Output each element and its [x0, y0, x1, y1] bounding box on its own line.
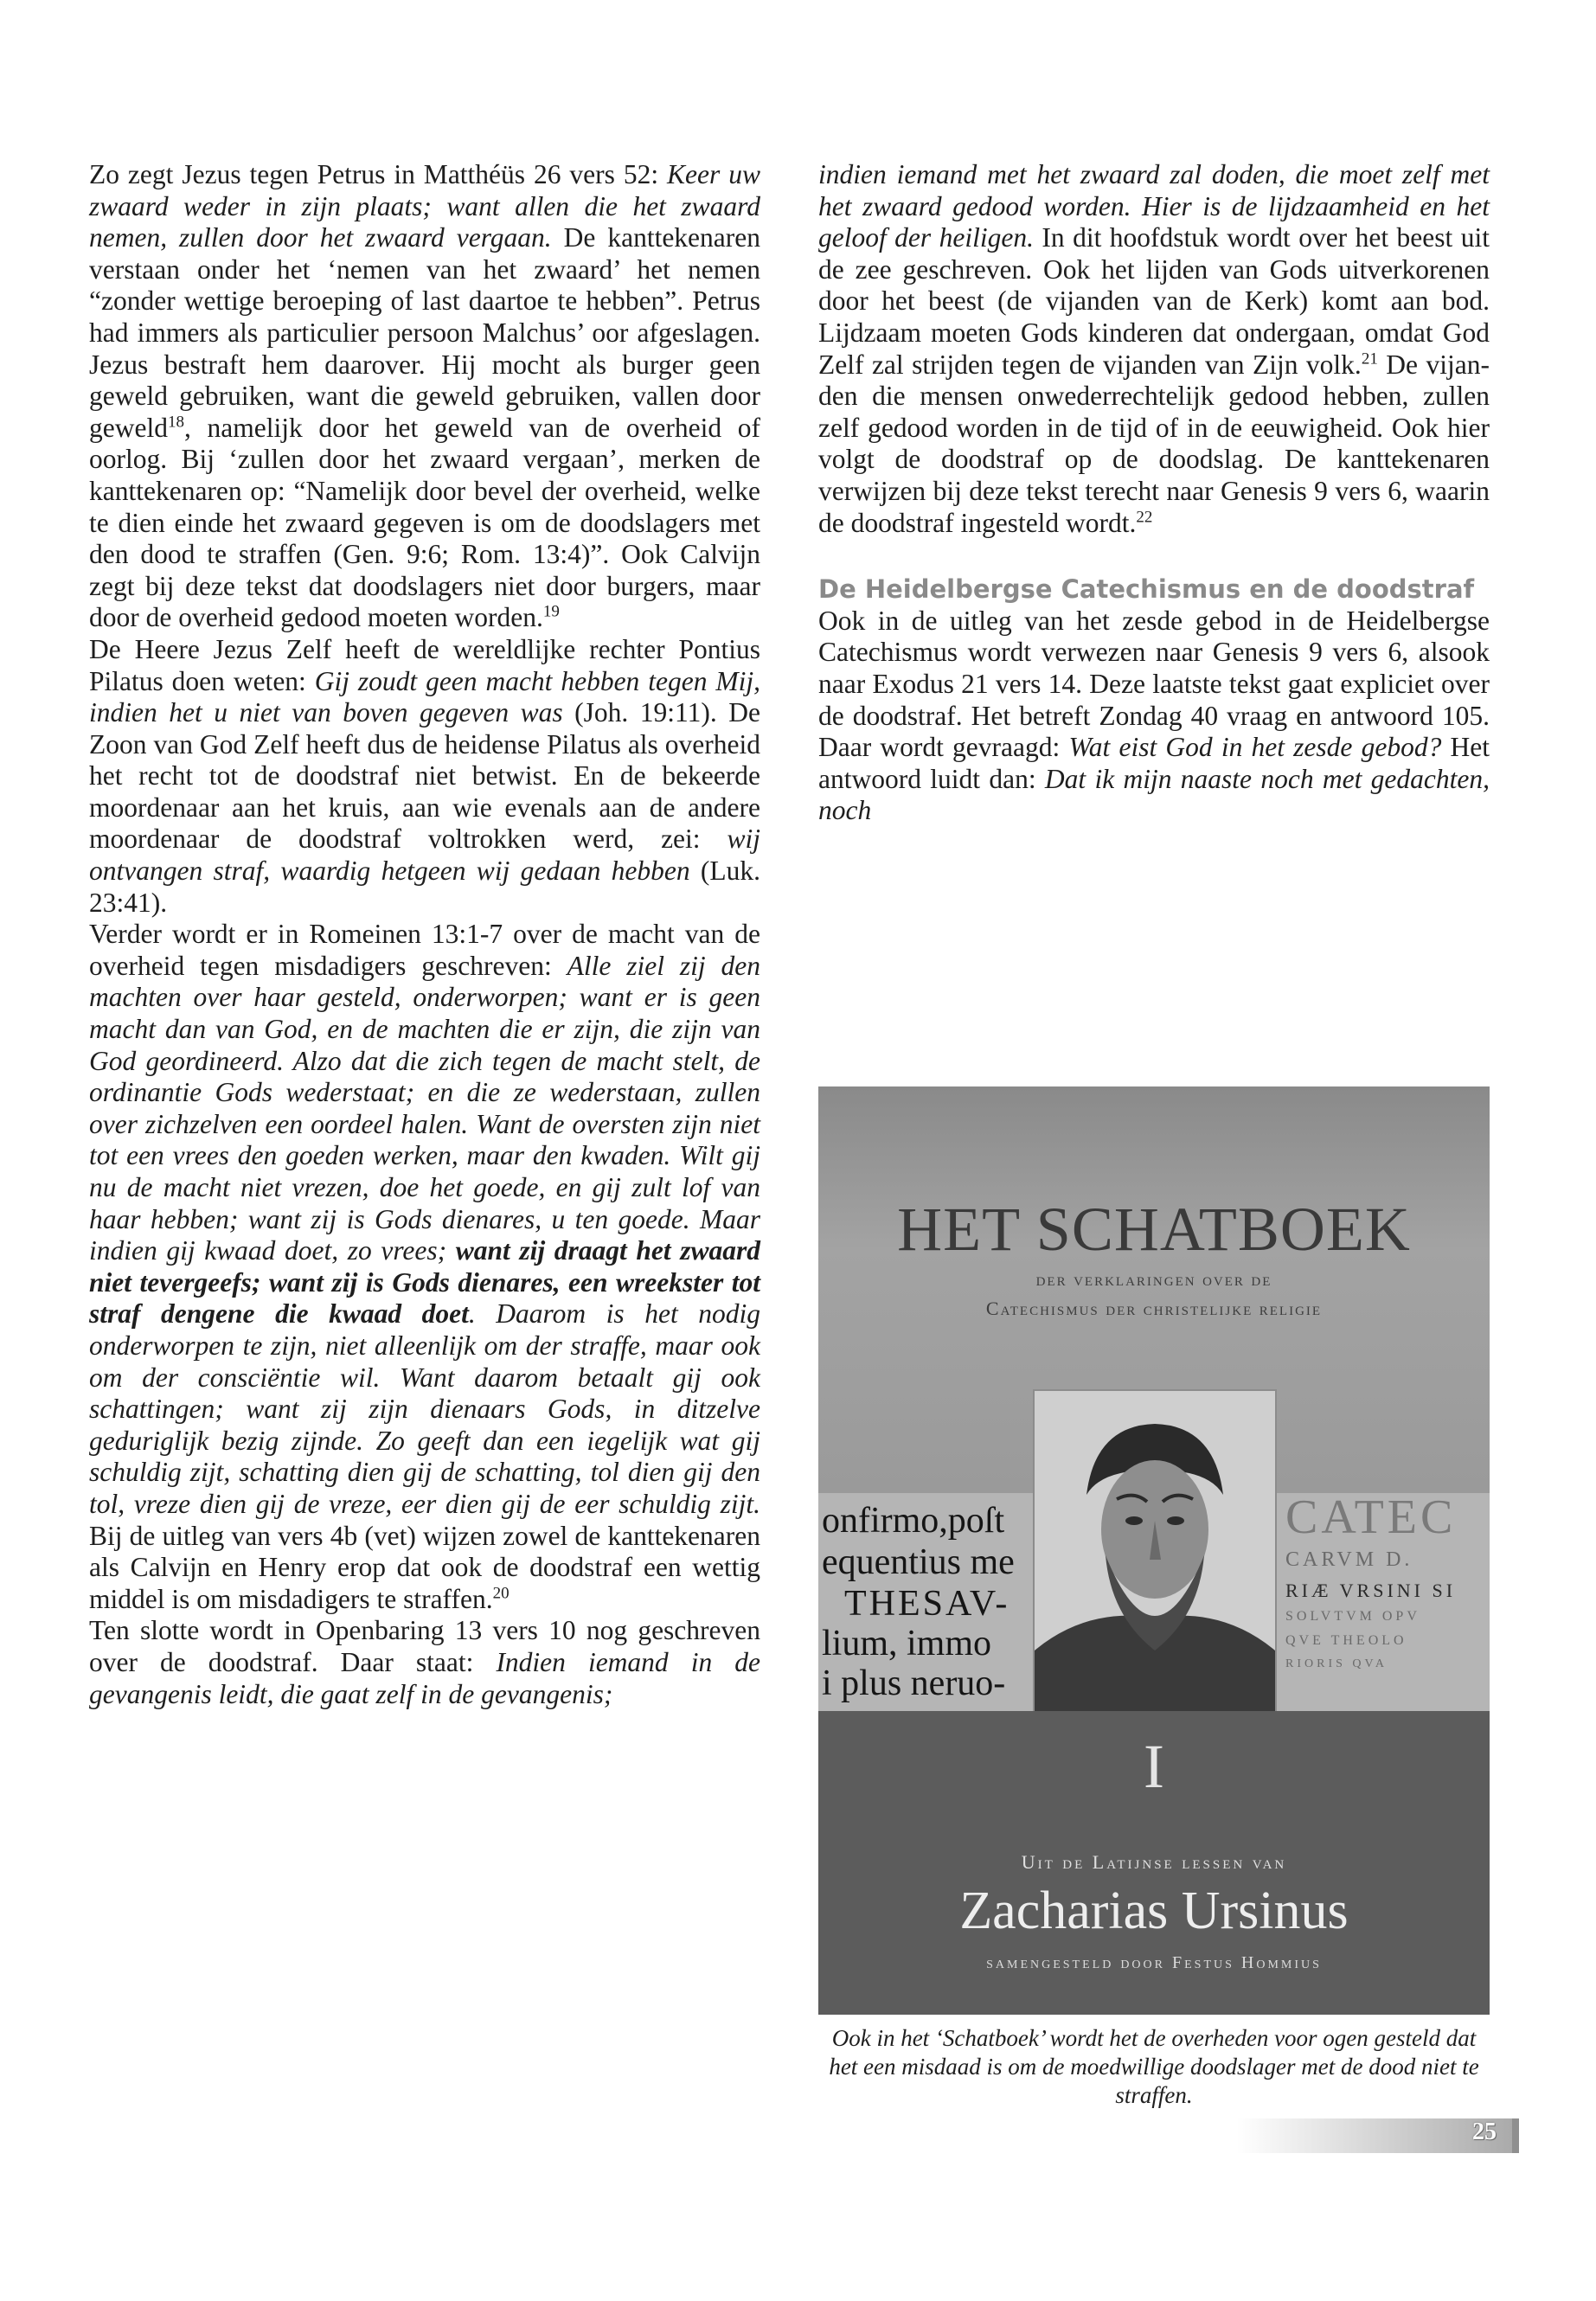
quote: indien iemand met het zwaard zal doden, die moet zelf met het zwaard gedood worden. Hier is de lijdzaamheid en het geloof der heiligen. — [818, 159, 1490, 253]
scan-line: CATEC — [1285, 1490, 1457, 1544]
scan-line: THESAV- — [844, 1584, 1010, 1624]
text: , namelijk door het geweld van de overheid of oorlog. Bij ‘zullen door het zwaard vergaan’, merken de kanttekenaren op: “Namelijk door bevel der overheid, welke te dien einde het zwaard gegeven is om de doodslagers met den dood te straffen (Gen. 9:6; Rom. 13:4)”. Ook Calvijn zegt bij deze tekst dat doodslagers niet door burgers, maar door de overheid gedood moeten worden. — [89, 412, 760, 633]
paragraph — [89, 634, 760, 919]
image-caption: Ook in het ‘Schatboek’ wordt het de overheden voor ogen gesteld dat het een misdaad is om de moedwillige doodslager met de dood niet te straffen. — [829, 2025, 1479, 2108]
quote: wij ontvangen straf, waardig hetgeen wij gedaan hebben — [89, 824, 760, 887]
portrait-engraving — [1035, 1391, 1275, 1716]
paragraph — [818, 159, 1490, 539]
left-column — [89, 159, 760, 1710]
scan-line: equentius me — [822, 1542, 1015, 1582]
text: (Joh. 19:11). De Zoon van God Zelf heeft dus de heidense Pilatus als overheid het recht tot de doodstraf niet betwist. En de bekeerde moordenaar aan het kruis, aan wie evenals aan de andere moordenaar de doodstraf voltrokken werd, zei: — [89, 697, 760, 855]
paragraph — [818, 606, 1490, 827]
quote: Keer uw zwaard weder in zijn plaats; want allen die het zwaard nemen, zullen door het zwaard vergaan. — [89, 159, 760, 253]
ursinus-portrait — [1033, 1389, 1277, 1718]
text: Ook in de uitleg van het zesde gebod in de Heidelbergse Catechismus wordt verwezen naar Genesis 9 vers 6, alsook naar Exodus 21 vers 14. Deze laatste tekst gaat expliciet over de doodstraf. Het betreft Zondag 40 vraag en antwoord 105. Daar wordt gevraagd: — [818, 605, 1490, 763]
quote: Gij zoudt geen macht hebben tegen Mij, indien het u niet van boven gegeven was — [89, 665, 760, 728]
text: De Heere Jezus Zelf heeft de wereldlijke rechter Pontius Pilatus doen weten: — [89, 633, 760, 696]
footnote-ref: 18 — [167, 413, 184, 432]
paragraph — [89, 919, 760, 1615]
scan-line: i plus neruo- — [822, 1663, 1006, 1703]
quote: . Daarom is het nodig onderworpen te zijn, niet alleenlijk om der straffe, maar ook om der consciëntie wil. Want daarom betaalt gij ook schattingen; want zij zijn dienaars Gods, in ditzelve geduriglijk bezig zijnde. Zo geeft dan een iegelijk wat gij schuldig zijt, schatting dien gij de schatting, tol dien gij den tol, vreze dien gij de vreze, eer dien gij de eer schuldig zijt. — [89, 1298, 760, 1519]
cover-subtitle: der verklaringen over de — [1035, 1268, 1272, 1290]
cover-source-line: Uit de Latijnse lessen van — [1021, 1851, 1287, 1873]
text: Zo zegt Jezus tegen Petrus in Matthéüs 26 vers 52: — [89, 159, 668, 189]
scan-line: CARVM D. — [1285, 1548, 1413, 1571]
scan-line: onfirmo,poſt — [822, 1501, 1005, 1541]
scan-line: lium, immo — [822, 1624, 992, 1663]
quote: Alle ziel zij den machten over haar gesteld, onderworpen; want er is geen macht dan van God, en de machten die er zijn, die zijn van God geordineerd. Alzo dat die zich tegen de macht stelt, de ordinantie Gods wederstaat; en die ze wederstaan, zullen over zichzelven een oordeel halen. Want de oversten zijn niet tot een vrees den goeden werken, maar den kwaden. Wilt gij nu de macht niet vrezen, doe het goede, en gij zult lof van haar hebben; want zij is Gods dienares, u ten goede. Maar indien gij kwaad doet, zo vrees; — [89, 950, 760, 1266]
footnote-ref: 19 — [542, 602, 560, 621]
text: De kanttekenaren verstaan onder het ‘nemen van het zwaard’ het nemen “zonder wettige beroeping of last daartoe te hebben”. Petrus had immers als particulier persoon Malchus’ oor afgeslagen. Jezus bestraft hem daarover. Hij mocht als burger geen geweld gebruiken, want die geweld gebruiken, vallen door geweld — [89, 222, 760, 443]
paragraph — [89, 1615, 760, 1710]
cover-title: HET SCHATBOEK — [897, 1195, 1411, 1264]
quote: Wat eist God in het zesde gebod? — [1068, 732, 1442, 763]
text: Het antwoord luidt dan: — [818, 732, 1490, 794]
text: Bij de uitleg van vers 4b (vet) wijzen zowel de kanttekenaren als Calvijn en Henry erop dat ook de doodstraf een wettig middel is om misdadigers te straffen. — [89, 1520, 760, 1614]
text: Verder wordt er in Romeinen 13:1-7 over de macht van de overheid tegen misdadigers geschreven: — [89, 919, 760, 981]
scan-line: SOLVTVM OPV — [1285, 1609, 1420, 1624]
quote: Indien iemand in de gevangenis leidt, die gaat zelf in de gevangenis; — [89, 1646, 760, 1709]
scan-line: RIORIS QVA — [1285, 1657, 1388, 1670]
scan-line: RIÆ VRSINI SI — [1285, 1580, 1457, 1601]
right-column — [818, 159, 1490, 827]
volume-number: I — [1144, 1732, 1164, 1801]
quote: Dat ik mijn naaste noch met gedachten, noch — [818, 763, 1490, 826]
text: In dit hoofdstuk wordt over het beest uit de zee geschreven. Ook het lijden van Gods uitverkorenen door het beest (de vijanden van de Kerk) komt aan bod. Lijdzaam moeten Gods kinderen dat ondergaan, omdat God Zelf zal strijden tegen de vijanden van Zijn volk. — [818, 222, 1490, 380]
text: De vijanden die mensen onwederrechtelijk gedood hebben, zullen zelf gedood worden in de tijd of in de eeuwigheid. Ook hier volgt de doodstraf op de doodslag. De kanttekenaren verwijzen bij deze tekst terecht naar Genesis 9 vers 6, waarin de doodstraf ingesteld wordt. — [818, 349, 1490, 538]
cover-author: Zacharias Ursinus — [959, 1881, 1349, 1940]
footnote-ref: 22 — [1136, 508, 1153, 527]
bold-quote: want zij draagt het zwaard niet tevergeefs; want zij is Gods dienares, een wreekster tot straf dengene die kwaad doet — [89, 1235, 760, 1330]
cover-compiled-by: samengesteld door Festus Hommius — [986, 1953, 1322, 1972]
section-heading: De Heidelbergse Catechismus en de doodstraf — [818, 574, 1475, 605]
page-bar-tick — [1512, 2118, 1519, 2153]
page-number: 25 — [1472, 2118, 1497, 2145]
text: Ten slotte wordt in Openbaring 13 vers 10 nog geschreven over de doodstraf. Daar staat: — [89, 1615, 760, 1677]
paragraph — [89, 159, 760, 634]
footnote-ref: 20 — [492, 1584, 510, 1603]
scan-line: QVE THEOLO — [1285, 1633, 1407, 1648]
page-number-bar — [1237, 2118, 1519, 2153]
cover-subtitle: Catechismus der christelijke religie — [985, 1298, 1323, 1319]
text: (Luk. 23:41). — [89, 856, 760, 918]
footnote-ref: 21 — [1361, 349, 1378, 369]
book-cover-image — [818, 1086, 1490, 2015]
